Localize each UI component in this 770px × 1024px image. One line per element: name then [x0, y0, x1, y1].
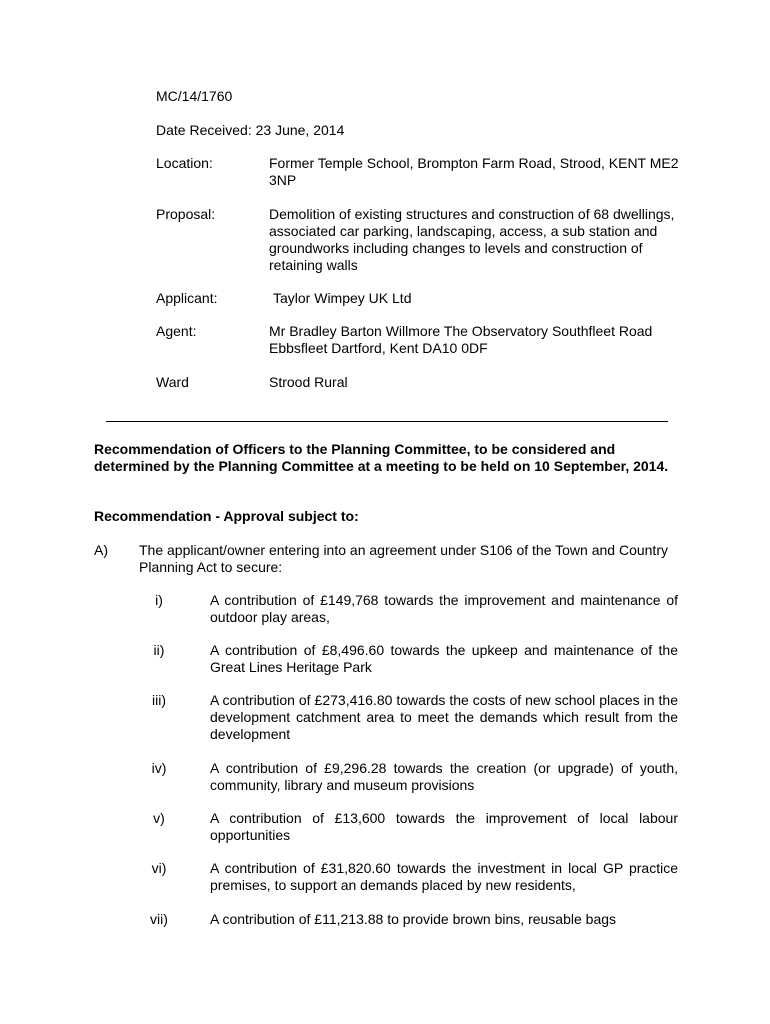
list-item: A contribution of £11,213.88 to provide brown bins, reusable bags — [210, 911, 617, 927]
applicant-value: Taylor Wimpey UK Ltd — [273, 290, 412, 306]
location-label: Location: — [156, 155, 213, 171]
location-value: Former Temple School, Brompton Farm Road, Strood, KENT ME2 3NP — [269, 155, 679, 188]
list-item: A contribution of £31,820.60 towards the investment in local GP practice premises, to support an demands placed by new residents, — [210, 860, 678, 893]
section-a-label: A) — [94, 542, 108, 558]
ward-label: Ward — [156, 374, 189, 390]
date-received-value: 23 June, 2014 — [255, 122, 345, 138]
list-item: A contribution of £273,416.80 towards the costs of new school places in the development catchment area to meet the demands which result from the development — [210, 692, 678, 742]
list-item-number: ii) — [153, 642, 165, 658]
agent-value: Mr Bradley Barton Willmore The Observatory Southfleet Road Ebbsfleet Dartford, Kent DA10 0DF — [269, 323, 653, 356]
application-reference: MC/14/1760 — [156, 88, 233, 104]
proposal-value: Demolition of existing structures and construction of 68 dwellings, associated car parking, landscaping, access, a sub station and groundworks including changes to levels and construction of retaining walls — [269, 206, 675, 273]
list-item-number: iii) — [152, 692, 166, 708]
proposal-label: Proposal: — [156, 206, 216, 222]
list-item: A contribution of £8,496.60 towards the upkeep and maintenance of the Great Lines Heritage Park — [210, 642, 678, 675]
agent-label: Agent: — [156, 323, 197, 339]
list-item-number: iv) — [151, 760, 167, 776]
list-item-number: v) — [153, 810, 165, 826]
section-a-text: The applicant/owner entering into an agreement under S106 of the Town and Country Planning Act to secure: — [139, 542, 668, 575]
list-item: A contribution of £149,768 towards the improvement and maintenance of outdoor play areas, — [210, 592, 678, 625]
list-item: A contribution of £13,600 towards the improvement of local labour opportunities — [210, 810, 678, 843]
ward-value: Strood Rural — [269, 374, 348, 390]
list-item: A contribution of £9,296.28 towards the creation (or upgrade) of youth, community, library and museum provisions — [210, 760, 678, 793]
date-received-row — [156, 122, 344, 139]
list-item-number: vi) — [151, 860, 167, 876]
recommendation-heading: Recommendation of Officers to the Planning Committee, to be considered and determined by the Planning Committee at a meeting to be held on 10 September, 2014. — [94, 441, 669, 474]
list-item-number: vii) — [150, 911, 168, 927]
date-received-label: Date Received: — [156, 122, 252, 138]
horizontal-divider — [106, 421, 668, 422]
applicant-label: Applicant: — [156, 290, 218, 306]
list-item-number: i) — [155, 592, 163, 608]
recommendation-subheading: Recommendation - Approval subject to: — [94, 508, 359, 524]
